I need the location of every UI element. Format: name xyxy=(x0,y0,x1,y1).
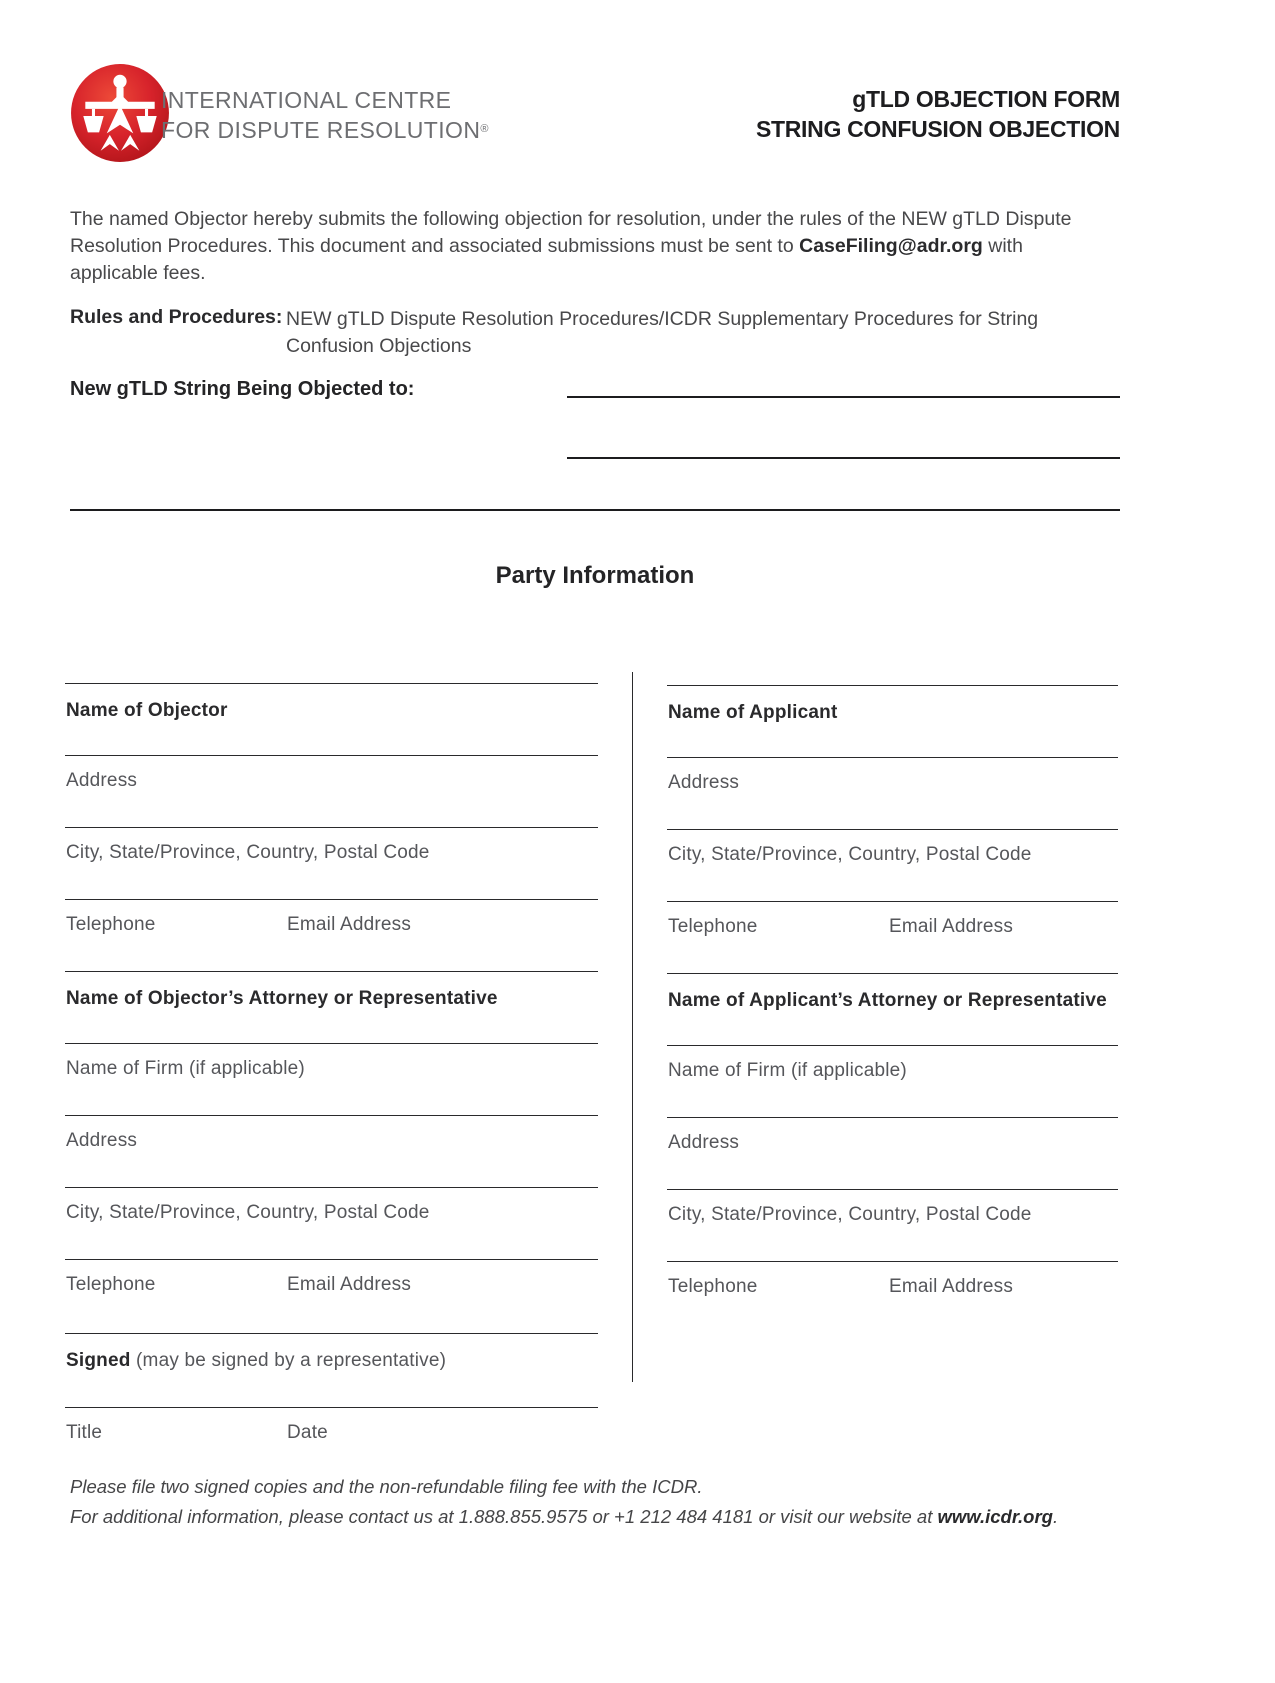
objector-telephone-email-field[interactable] xyxy=(65,899,598,969)
applicant-attorney-label: Name of Applicant’s Attorney or Representative xyxy=(668,990,1107,1011)
objector-attorney-address-label: Address xyxy=(66,1130,138,1151)
applicant-telephone-label: Telephone xyxy=(668,916,758,937)
applicant-attorney-field[interactable] xyxy=(667,973,1118,1043)
applicant-attorney-city-label: City, State/Province, Country, Postal Code xyxy=(668,1204,1032,1225)
rules-and-procedures-value: NEW gTLD Dispute Resolution Procedures/ICDR Supplementary Procedures for String Confusion Objections xyxy=(286,308,1039,357)
form-title xyxy=(756,84,1120,144)
applicant-attorney-telephone-label: Telephone xyxy=(668,1276,758,1297)
objector-address-label: Address xyxy=(66,770,138,791)
party-information-heading: Party Information xyxy=(495,562,695,589)
applicant-firm-field[interactable] xyxy=(667,1045,1118,1115)
applicant-address-label: Address xyxy=(668,772,740,793)
objector-signed-field[interactable] xyxy=(65,1333,598,1403)
objector-name-field[interactable] xyxy=(65,683,598,753)
objector-title-date-field[interactable] xyxy=(65,1407,598,1477)
applicant-telephone-email-field[interactable] xyxy=(667,901,1118,971)
objector-date-label: Date xyxy=(287,1422,328,1443)
applicant-attorney-address-label: Address xyxy=(668,1132,740,1153)
objector-signed-note: (may be signed by a representative) xyxy=(130,1350,447,1371)
gtld-string-input-line-2[interactable] xyxy=(567,457,1120,459)
registered-trademark: ® xyxy=(480,123,489,135)
applicant-city-label: City, State/Province, Country, Postal Code xyxy=(668,844,1032,865)
applicant-attorney-telephone-email-field[interactable] xyxy=(667,1261,1118,1331)
objector-address-field[interactable] xyxy=(65,755,598,825)
applicant-attorney-city-field[interactable] xyxy=(667,1189,1118,1259)
objector-signed-label: Signed (may be signed by a representative) xyxy=(66,1350,447,1371)
brand-name xyxy=(161,86,489,145)
objector-name-label: Name of Objector xyxy=(66,700,228,721)
objector-attorney-email-label: Email Address xyxy=(287,1274,412,1295)
applicant-firm-label: Name of Firm (if applicable) xyxy=(668,1060,907,1081)
form-title-line1: gTLD OBJECTION FORM xyxy=(852,86,1120,112)
applicant-attorney-address-field[interactable] xyxy=(667,1117,1118,1187)
objector-attorney-label: Name of Objector’s Attorney or Representative xyxy=(66,988,498,1009)
gtld-string-input-line-1[interactable] xyxy=(567,396,1120,398)
case-filing-email: CaseFiling@adr.org xyxy=(799,235,983,257)
objector-title-label: Title xyxy=(66,1422,103,1443)
objector-attorney-telephone-email-field[interactable] xyxy=(65,1259,598,1329)
footer-line2: For additional information, please contact us at 1.888.855.9575 or +1 212 484 4181 or visit our website at www.icdr.org. xyxy=(70,1506,1059,1527)
icdr-website: www.icdr.org xyxy=(937,1506,1053,1527)
form-title-line2: STRING CONFUSION OBJECTION xyxy=(755,116,1120,142)
objector-city-label: City, State/Province, Country, Postal Code xyxy=(66,842,430,863)
icdr-logo xyxy=(69,62,171,164)
rules-and-procedures-label: Rules and Procedures: xyxy=(70,306,283,328)
applicant-address-field[interactable] xyxy=(667,757,1118,827)
objector-city-field[interactable] xyxy=(65,827,598,897)
objector-attorney-field[interactable] xyxy=(65,971,598,1041)
objector-telephone-label: Telephone xyxy=(66,914,156,935)
footer-line1: Please file two signed copies and the non-refundable filing fee with the ICDR. xyxy=(70,1476,703,1497)
section-divider xyxy=(70,509,1120,511)
intro-paragraph: The named Objector hereby submits the following objection for resolution, under the rules of the NEW gTLD Dispute Resolution Procedures. This document and associated submissions must be sent to CaseFiling@adr.org with applicable fees. xyxy=(70,208,1072,284)
footer-note xyxy=(70,1472,1170,1532)
column-divider xyxy=(632,672,633,1382)
objector-attorney-city-field[interactable] xyxy=(65,1187,598,1257)
objector-email-label: Email Address xyxy=(287,914,412,935)
applicant-email-label: Email Address xyxy=(889,916,1014,937)
applicant-name-field[interactable] xyxy=(667,685,1118,755)
objector-firm-label: Name of Firm (if applicable) xyxy=(66,1058,305,1079)
gtld-string-label: New gTLD String Being Objected to: xyxy=(70,378,415,400)
brand-name-line2: FOR DISPUTE RESOLUTION® xyxy=(161,117,489,143)
applicant-attorney-email-label: Email Address xyxy=(889,1276,1014,1297)
scales-of-justice-icon xyxy=(69,62,171,164)
objector-attorney-telephone-label: Telephone xyxy=(66,1274,156,1295)
objector-attorney-address-field[interactable] xyxy=(65,1115,598,1185)
objector-attorney-city-label: City, State/Province, Country, Postal Code xyxy=(66,1202,430,1223)
applicant-name-label: Name of Applicant xyxy=(668,702,838,723)
objector-firm-field[interactable] xyxy=(65,1043,598,1113)
applicant-city-field[interactable] xyxy=(667,829,1118,899)
brand-name-line1: INTERNATIONAL CENTRE xyxy=(161,87,452,113)
